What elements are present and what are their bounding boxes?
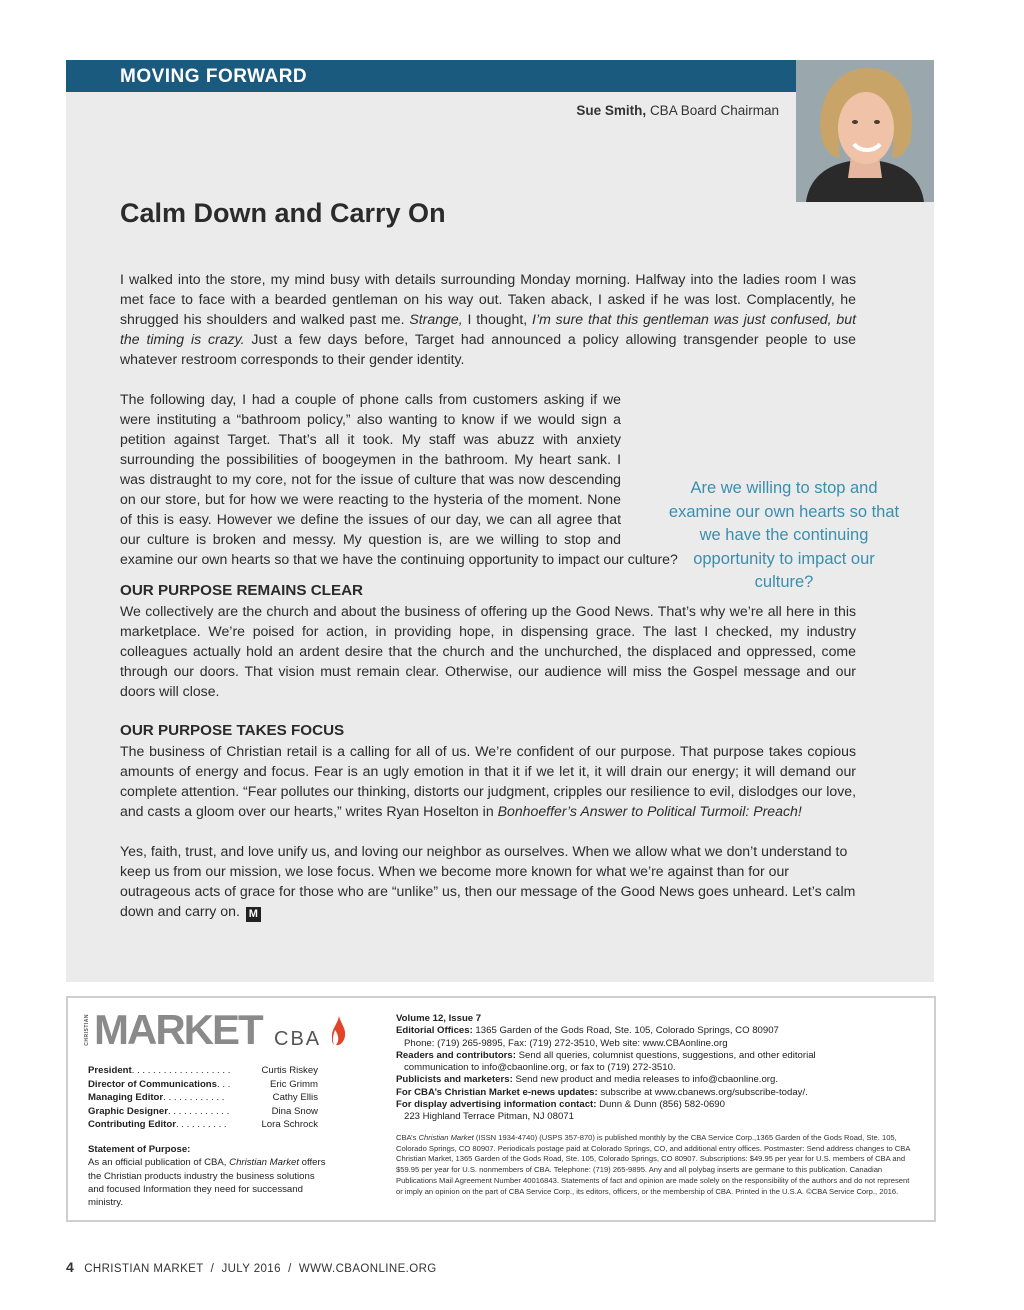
paragraph-2: The following day, I had a couple of phone calls from customers asking if we were instituting a “bathroom policy,” also wanting to know if we would sign a petition against Target. That’s all it took. My staff was abuzz with anxiety surrounding the possibilities of boogeymen in the bathroom. My heart sank. I was distraught to my core, not for the issue of culture that was now descending on our store, but for how we were reacting to the hysteria of the moment. None of this is easy. However we define the issues of our day, we can all agree that our culture is broken and messy. My question is, are we willing to stop and examine our own hearts so that we have the continuing opportunity to impact our culture? xyxy=(120,391,678,567)
purpose-italic: Christian Market xyxy=(229,1157,299,1169)
page-footer xyxy=(66,1259,437,1275)
publicists-label: Publicists and marketers: xyxy=(396,1074,513,1086)
staff-dots: . . . . . . . . . . . . xyxy=(163,1092,225,1103)
staff-name: Lora Schrock xyxy=(261,1119,318,1130)
staff-name: Cathy Ellis xyxy=(272,1092,318,1103)
subhead-2: OUR PURPOSE TAKES FOCUS xyxy=(120,722,345,739)
byline xyxy=(576,103,779,118)
end-mark-icon: M xyxy=(246,907,261,922)
readers-text: Send all queries, columnist questions, suggestions, and other editorial xyxy=(515,1049,816,1061)
author-title: CBA Board Chairman xyxy=(649,103,779,118)
article-body xyxy=(120,269,856,942)
footer-text: CHRISTIAN MARKET / JULY 2016 / WWW.CBAONLINE.ORG xyxy=(84,1263,437,1275)
staff-role: Graphic Designer xyxy=(88,1105,168,1117)
author-name: Sue Smith, xyxy=(576,103,647,118)
display-ad-line xyxy=(396,1099,916,1111)
book-title: Bonhoeffer’s Answer to Political Turmoil: Preach! xyxy=(497,803,802,819)
paragraph-1-italic: Strange, xyxy=(409,311,463,327)
staff-name: Eric Grimm xyxy=(270,1078,318,1090)
logo-main-text: MARKET xyxy=(94,1006,262,1053)
editorial-label: Editorial Offices: xyxy=(396,1025,473,1037)
headline: Calm Down and Carry On xyxy=(120,198,446,228)
publicists-line xyxy=(396,1074,916,1086)
legal-text: CBA’s xyxy=(396,1133,419,1142)
readers-line xyxy=(396,1050,916,1062)
publication-info xyxy=(396,1013,916,1124)
logo-org-text: CBA xyxy=(274,1028,322,1050)
purpose-text-2: offers the Christian products industry the business solutions and focused Information they need for successand ministry. xyxy=(88,1157,326,1209)
logo xyxy=(84,1006,354,1053)
legal-text-2: (ISSN 1934-4740) (USPS 357-870) is published monthly by the CBA Service Corp.,1365 Garden of the Gods Road, Ste. 105, Colorado Springs, CO 80907. Periodicals postage paid at Colorado Springs, CO, and additional entry offices. Postmaster: Send address changes to CBA Christian Market, 1365 Garden of the Gods Road, Ste. 105, Colorado Springs, CO 80907. Subscriptions: $49.95 per year for U.S. members of CBA and $59.95 per year for U.S. nonmembers of CBA. Telephone: (719) 265-9895. Any and all polybag inserts are germane to this publication. Canadian Publications Mail Agreement Number 40016843. Statements of fact and opinion are made solely on the responsibility of the authors and do not represent or imply an opinion on the part of CBA Service Corp., its editors, officers, or the membership of CBA. Printed in the U.S.A. ©CBA Service Corp., 2016. xyxy=(396,1133,910,1196)
purpose-text: As an official publication of CBA, xyxy=(88,1157,230,1169)
volume-line xyxy=(396,1013,916,1025)
enews-line xyxy=(396,1087,916,1099)
staff-role: Managing Editor xyxy=(88,1092,164,1103)
paragraph-4-text: The business of Christian retail is a calling for all of us. We’re confident of our purpose. That purpose takes copious amounts of energy and focus. Fear is an ugly emotion in that it if we let it, it will drain our energy; it will demand our complete attention. “Fear pollutes our thinking, distorts our judgment, cripples our resilience to evil, dislodges our love, and casts a gloom over our hearts,” writes Ryan Hoselton in xyxy=(120,743,856,819)
section-title: MOVING FORWARD xyxy=(120,66,308,87)
phone-line: Phone: (719) 265-9895, Fax: (719) 272-3510, Web site: www.CBAonline.org xyxy=(404,1037,728,1049)
paragraph-1 xyxy=(120,269,856,369)
paragraph-1-italic-2: I’m sure that this gentleman was just confused, but the timing is crazy. xyxy=(120,311,856,347)
logo-small-text: CHRISTIAN xyxy=(84,1014,90,1046)
pull-quote: Are we willing to stop and examine our own hearts so that we have the continuing opportunity to impact our culture? xyxy=(668,479,900,591)
display-ad-label: For display advertising information contact: xyxy=(396,1099,597,1111)
display-ad-address: 223 Highland Terrace Pitman, NJ 08071 xyxy=(404,1111,574,1123)
author-photo xyxy=(796,60,934,202)
flame-icon xyxy=(332,1016,346,1046)
staff-row xyxy=(88,1118,318,1132)
page-number: 4 xyxy=(66,1259,75,1275)
paragraph-3: We collectively are the church and about the business of offering up the Good News. That’s why we’re all here in this marketplace. We’re poised for action, in providing hope, in dispensing grace. The last I checked, my industry colleagues actually hold an ardent desire that the church and the unchurched, the displaced and oppressed, come through our doors. That vision must remain clear. Otherwise, our audience will miss the Gospel message and our doors will close. xyxy=(120,603,856,699)
staff-dots: . . . . . . . . . . xyxy=(175,1119,227,1130)
readers-line-2: communication to info@cbaonline.org, or fax to (719) 272-3510. xyxy=(404,1062,676,1074)
statement-of-purpose xyxy=(88,1143,333,1209)
section-banner xyxy=(66,60,796,92)
staff-role: Director of Communications xyxy=(88,1078,217,1090)
subhead-1: OUR PURPOSE REMAINS CLEAR xyxy=(120,582,364,599)
paragraph-4 xyxy=(120,741,856,821)
staff-dots: . . . xyxy=(217,1078,231,1090)
paragraph-1-text-3: Just a few days before, Target had announced a policy allowing transgender people to use whatever restroom corresponds to their gender identity. xyxy=(120,331,856,367)
staff-dots: . . . . . . . . . . . . . . . . . . . xyxy=(131,1065,231,1076)
staff-row xyxy=(88,1078,318,1092)
editorial-text: 1365 Garden of the Gods Road, Ste. 105, Colorado Springs, CO 80907 xyxy=(472,1025,779,1037)
staff-row xyxy=(88,1091,318,1105)
portrait-image xyxy=(796,60,934,202)
display-ad-text: Dunn & Dunn (856) 582-0690 xyxy=(596,1099,725,1111)
staff-row xyxy=(88,1105,318,1119)
paragraph-5-text: Yes, faith, trust, and love unify us, and loving our neighbor as ourselves. When we allow what we don’t understand to keep us from our mission, we lose focus. When we become more known for what we’re against than for our outrageous acts of grace for those who are “unlike” us, then our message of the Good News goes unheard. Let’s calm down and carry on. xyxy=(120,843,856,919)
volume: Volume 12, Issue 7 xyxy=(396,1013,482,1024)
legal-italic: Christian Market xyxy=(418,1133,474,1142)
purpose-title: Statement of Purpose: xyxy=(88,1144,191,1155)
staff-name: Dina Snow xyxy=(271,1105,318,1117)
paragraph-1-text: I walked into the store, my mind busy with details surrounding Monday morning. Halfway into the ladies room I was met face to face with a bearded gentleman on his way out. Taken aback, I asked if he was lost. Complacently, he shrugged his shoulders and walked past me. xyxy=(120,271,856,327)
readers-label: Readers and contributors: xyxy=(396,1049,516,1061)
staff-role: President xyxy=(88,1065,132,1076)
legal-notice xyxy=(396,1133,916,1197)
staff-row xyxy=(88,1064,318,1078)
enews-label: For CBA’s Christian Market e-news updates: xyxy=(396,1086,598,1098)
staff-name: Curtis Riskey xyxy=(261,1065,318,1076)
paragraph-1-text-2: I thought, xyxy=(462,311,533,327)
enews-text: subscribe at www.cbanews.org/subscribe-today/. xyxy=(597,1086,808,1098)
editorial-line xyxy=(396,1025,916,1037)
publicists-text: Send new product and media releases to info@cbaonline.org. xyxy=(512,1074,778,1086)
staff-list xyxy=(88,1064,318,1132)
paragraph-5 xyxy=(120,841,856,922)
staff-role: Contributing Editor xyxy=(88,1119,176,1130)
staff-dots: . . . . . . . . . . . . xyxy=(167,1105,230,1117)
